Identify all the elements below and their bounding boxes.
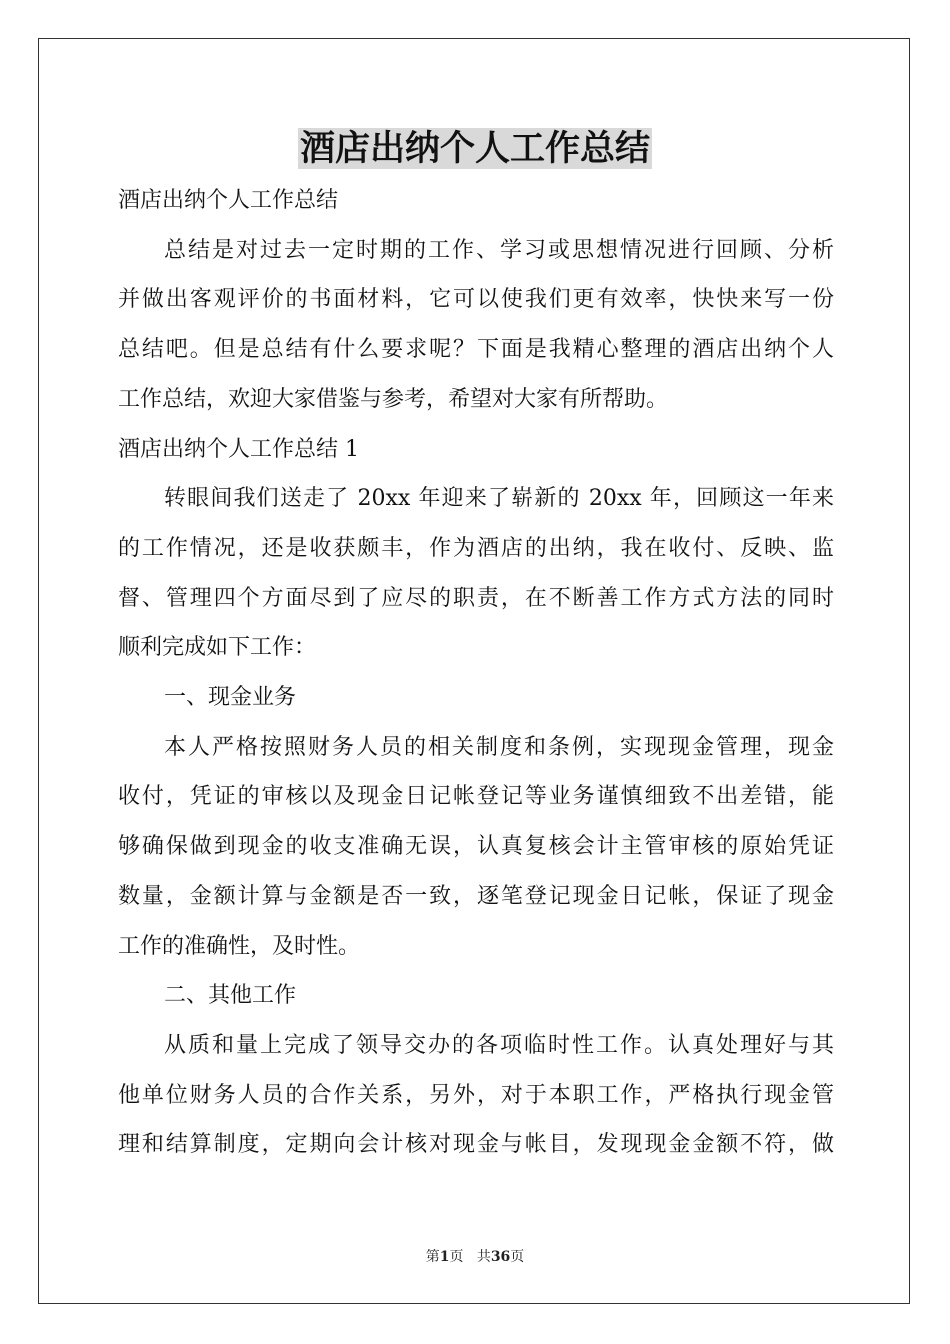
total-pages-suffix: 页 (510, 1249, 525, 1265)
text-line: 顺利完成如下工作： (118, 635, 317, 661)
text-line: 二、其他工作 (164, 983, 297, 1009)
text-line: 的工作情况，还是收获颇丰，作为酒店的出纳，我在收付、反映、监 (118, 535, 834, 561)
text-line: 酒店出纳个人工作总结 1 (118, 436, 359, 462)
text-line: 总结吧。但是总结有什么要求呢？下面是我精心整理的酒店出纳个人 (118, 337, 834, 363)
text-line: 总结是对过去一定时期的工作、学习或思想情况进行回顾、分析 (164, 237, 834, 263)
text-line: 数量，金额计算与金额是否一致，逐笔登记现金日记帐，保证了现金 (118, 883, 834, 909)
text-line: 本人严格按照财务人员的相关制度和条例，实现现金管理，现金 (164, 734, 834, 760)
text-line: 酒店出纳个人工作总结 (118, 188, 339, 213)
text-line: 收付，凭证的审核以及现金日记帐登记等业务谨慎细致不出差错，能 (118, 784, 834, 810)
text-line: 工作的准确性，及时性。 (118, 933, 361, 959)
text-line: 他单位财务人员的合作关系，另外，对于本职工作，严格执行现金管 (118, 1082, 834, 1108)
text-line: 督、管理四个方面尽到了应尽的职责，在不断善工作方式方法的同时 (118, 585, 834, 611)
document-body (118, 176, 834, 1170)
text-line: 从质和量上完成了领导交办的各项临时性工作。认真处理好与其 (164, 1032, 834, 1058)
text-line: 够确保做到现金的收支准确无误，认真复核会计主管审核的原始凭证 (118, 834, 834, 860)
page-footer (0, 1248, 950, 1266)
text-line: 并做出客观评价的书面材料，它可以使我们更有效率，快快来写一份 (118, 287, 834, 313)
total-pages-prefix: 共 (476, 1249, 491, 1265)
page-number: 1 (439, 1249, 450, 1265)
text-line: 转眼间我们送走了 20xx 年迎来了崭新的 20xx 年，回顾这一年来 (164, 486, 834, 512)
text-line: 工作总结，欢迎大家借鉴与参考，希望对大家有所帮助。 (118, 386, 669, 412)
page-number-suffix: 页 (449, 1249, 464, 1265)
total-pages: 36 (490, 1249, 511, 1265)
text-line: 一、现金业务 (164, 685, 297, 711)
document-title (0, 125, 950, 173)
text-line: 理和结算制度，定期向会计核对现金与帐目，发现现金金额不符，做 (118, 1132, 834, 1158)
page-number-prefix: 第 (425, 1249, 440, 1265)
document-title-text: 酒店出纳个人工作总结 (299, 128, 650, 169)
